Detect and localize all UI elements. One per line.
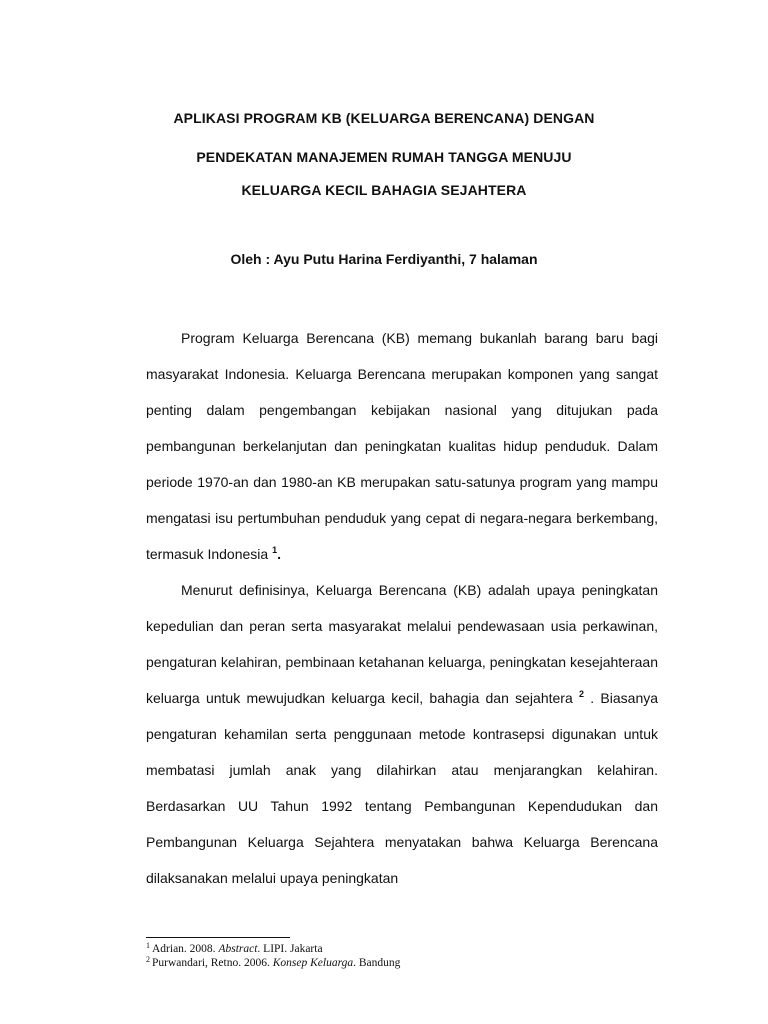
footnote-2: [146, 956, 706, 970]
footnote-1-italic: Abstract: [218, 943, 258, 955]
footnote-2-post: . Bandung: [353, 957, 401, 969]
footnote-2-italic: Konsep Keluarga: [272, 957, 354, 969]
footnote-1-number: 1: [146, 941, 150, 950]
paragraph-1-text: Program Keluarga Berencana (KB) memang bukanlah barang baru bagi masyarakat Indonesia. Keluarga Berencana merupakan komponen yang sangat penting dalam pengembangan kebijakan nasional yang ditujukan pada pembangunan berkelanjutan dan peningkatan kualitas hidup penduduk. Dalam periode 1970-an dan 1980-an KB merupakan satu-satunya program yang mampu mengatasi isu pertumbuhan penduduk yang cepat di negara-negara berkembang, termasuk Indonesia: [146, 330, 658, 562]
footnote-separator: [146, 937, 290, 938]
author-byline: Oleh : Ayu Putu Harina Ferdiyanthi, 7 halaman: [230, 251, 538, 267]
footnote-2-pre: Purwandari, Retno. 2006.: [152, 957, 273, 969]
footnote-1-post: . LIPI. Jakarta: [257, 943, 323, 955]
paragraph-1: [146, 320, 658, 572]
paragraph-2-text-a: Menurut definisinya, Keluarga Berencana (KB) adalah upaya peningkatan kepedulian dan peran serta masyarakat melalui pendewasaan usia perkawinan, pengaturan kelahiran, pembinaan ketahanan keluarga, peningkatan kesejahteraan keluarga untuk mewujudkan keluarga kecil, bahagia dan sejahtera: [146, 582, 658, 706]
title-line-1: APLIKASI PROGRAM KB (KELUARGA BERENCANA) DENGAN: [173, 110, 595, 126]
footnote-ref-1: 1: [272, 545, 278, 555]
body-text: [146, 320, 658, 896]
footnote-ref-2: 2: [579, 689, 585, 699]
footnote-1: [146, 942, 706, 956]
footnotes: [146, 942, 706, 970]
title-line-2: PENDEKATAN MANAJEMEN RUMAH TANGGA MENUJU: [196, 149, 572, 165]
title-line-3: KELUARGA KECIL BAHAGIA SEJAHTERA: [241, 182, 527, 198]
paragraph-2: [146, 572, 658, 896]
footnote-1-pre: Adrian. 2008.: [152, 943, 219, 955]
paragraph-2-text-b: . Biasanya pengaturan kehamilan serta penggunaan metode kontrasepsi digunakan untuk membatasi jumlah anak yang dilahirkan atau menjarangkan kelahiran. Berdasarkan UU Tahun 1992 tentang Pembangunan Kependudukan dan Pembangunan Keluarga Sejahtera menyatakan bahwa Keluarga Berencana dilaksanakan melalui upaya peningkatan: [146, 690, 659, 886]
paragraph-1-end: .: [277, 546, 281, 562]
footnote-2-number: 2: [146, 955, 150, 964]
